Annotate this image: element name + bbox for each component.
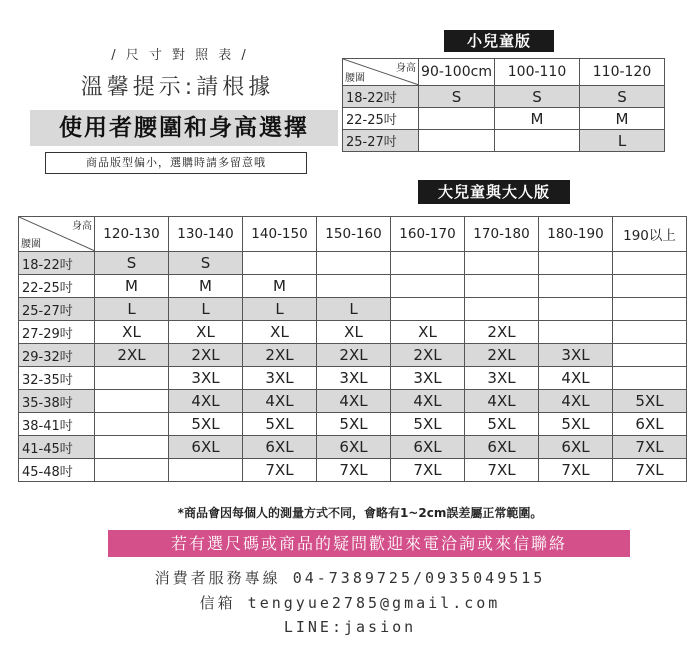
size-cell: 6XL xyxy=(539,436,613,459)
size-cell: 5XL xyxy=(613,390,687,413)
size-cell: 2XL xyxy=(465,344,539,367)
size-cell xyxy=(539,298,613,321)
notice-heading: 溫馨提示:請根據 xyxy=(80,75,275,100)
size-cell: L xyxy=(317,298,391,321)
size-cell xyxy=(95,436,169,459)
size-cell: XL xyxy=(391,321,465,344)
size-cell: M xyxy=(495,108,580,130)
size-cell xyxy=(539,275,613,298)
size-cell: 4XL xyxy=(169,390,243,413)
size-cell xyxy=(613,321,687,344)
table-row xyxy=(19,321,687,344)
size-cell: 5XL xyxy=(465,413,539,436)
waist-label: 32-35吋 xyxy=(19,367,95,390)
height-header: 100-110 xyxy=(495,59,580,86)
size-cell: 6XL xyxy=(613,413,687,436)
size-cell: 2XL xyxy=(243,344,317,367)
size-cell: 6XL xyxy=(243,436,317,459)
size-cell: 3XL xyxy=(243,367,317,390)
size-cell: 7XL xyxy=(317,459,391,482)
size-cell xyxy=(95,413,169,436)
size-cell: 5XL xyxy=(243,413,317,436)
size-cell: 7XL xyxy=(391,459,465,482)
size-cell: S xyxy=(95,252,169,275)
size-cell xyxy=(613,275,687,298)
size-cell: 4XL xyxy=(391,390,465,413)
size-cell: 5XL xyxy=(317,413,391,436)
size-cell: XL xyxy=(169,321,243,344)
size-cell: 7XL xyxy=(243,459,317,482)
size-cell: S xyxy=(169,252,243,275)
size-cell: 2XL xyxy=(465,321,539,344)
size-cell: 5XL xyxy=(391,413,465,436)
size-cell: XL xyxy=(317,321,391,344)
size-cell xyxy=(465,275,539,298)
adult-version-badge: 大兒童與大人版 xyxy=(418,180,570,204)
height-header: 180-190 xyxy=(539,217,613,252)
measurement-footnote: *商品會因每個人的測量方式不同，會略有1~2cm誤差屬正常範圍。 xyxy=(177,506,543,520)
size-cell: 3XL xyxy=(391,367,465,390)
size-cell xyxy=(317,275,391,298)
contact-banner: 若有選尺碼或商品的疑問歡迎來電洽詢或來信聯絡 xyxy=(108,530,630,557)
size-cell xyxy=(495,130,580,152)
size-cell xyxy=(95,390,169,413)
size-cell xyxy=(465,252,539,275)
size-cell xyxy=(169,459,243,482)
size-cell: S xyxy=(419,86,495,108)
height-header: 140-150 xyxy=(243,217,317,252)
waist-label: 29-32吋 xyxy=(19,344,95,367)
corner-waist-label: 腰圍 xyxy=(21,239,41,250)
size-cell xyxy=(419,130,495,152)
table-row xyxy=(19,436,687,459)
size-cell: 4XL xyxy=(317,390,391,413)
table-row xyxy=(19,344,687,367)
size-cell xyxy=(243,252,317,275)
corner-height-label: 身高 xyxy=(72,221,92,232)
size-cell: 2XL xyxy=(95,344,169,367)
size-cell: 7XL xyxy=(613,436,687,459)
size-cell: 7XL xyxy=(613,459,687,482)
size-cell xyxy=(95,367,169,390)
size-cell: XL xyxy=(243,321,317,344)
size-cell xyxy=(419,108,495,130)
corner-cell xyxy=(343,59,419,86)
waist-label: 18-22吋 xyxy=(19,252,95,275)
size-cell xyxy=(95,459,169,482)
table-row xyxy=(343,86,665,108)
height-header: 130-140 xyxy=(169,217,243,252)
corner-height-label: 身高 xyxy=(396,63,416,74)
table-row xyxy=(19,413,687,436)
table-row xyxy=(19,275,687,298)
size-cell xyxy=(539,252,613,275)
size-cell xyxy=(613,344,687,367)
table-row xyxy=(343,108,665,130)
table-row xyxy=(19,252,687,275)
height-header: 190以上 xyxy=(613,217,687,252)
waist-label: 27-29吋 xyxy=(19,321,95,344)
size-cell: 4XL xyxy=(243,390,317,413)
size-cell xyxy=(613,298,687,321)
waist-label: 25-27吋 xyxy=(19,298,95,321)
size-cell: S xyxy=(495,86,580,108)
size-cell: 6XL xyxy=(317,436,391,459)
size-cell: 7XL xyxy=(539,459,613,482)
size-cell xyxy=(391,275,465,298)
size-cell xyxy=(317,252,391,275)
size-cell: M xyxy=(243,275,317,298)
size-cell xyxy=(613,367,687,390)
size-cell: 2XL xyxy=(169,344,243,367)
size-cell: S xyxy=(580,86,665,108)
height-header: 170-180 xyxy=(465,217,539,252)
size-cell: 4XL xyxy=(539,367,613,390)
waist-label: 22-25吋 xyxy=(19,275,95,298)
line-id: LINE:jasion xyxy=(283,618,417,636)
table-row xyxy=(19,298,687,321)
size-cell: 6XL xyxy=(169,436,243,459)
corner-cell xyxy=(19,217,95,252)
size-cell: 6XL xyxy=(465,436,539,459)
size-cell xyxy=(539,321,613,344)
size-cell xyxy=(391,252,465,275)
size-cell: XL xyxy=(95,321,169,344)
header-row xyxy=(343,59,665,86)
size-cell: 4XL xyxy=(539,390,613,413)
waist-label: 25-27吋 xyxy=(343,130,419,152)
size-cell: L xyxy=(169,298,243,321)
size-cell: 4XL xyxy=(465,390,539,413)
size-cell: 2XL xyxy=(317,344,391,367)
service-email: 信箱 tengyue2785@gmail.com xyxy=(199,594,501,612)
size-cell: L xyxy=(580,130,665,152)
waist-label: 45-48吋 xyxy=(19,459,95,482)
child-size-table xyxy=(342,58,665,152)
height-header: 110-120 xyxy=(580,59,665,86)
size-cell: 6XL xyxy=(391,436,465,459)
size-cell: 3XL xyxy=(539,344,613,367)
size-cell: 2XL xyxy=(391,344,465,367)
table-row xyxy=(19,459,687,482)
size-cell: 5XL xyxy=(169,413,243,436)
select-banner: 使用者腰圍和身高選擇 xyxy=(30,110,338,146)
size-cell xyxy=(465,298,539,321)
small-fit-notice: 商品版型偏小，選購時請多留意哦 xyxy=(45,152,307,174)
height-header: 120-130 xyxy=(95,217,169,252)
waist-label: 41-45吋 xyxy=(19,436,95,459)
size-cell: 3XL xyxy=(169,367,243,390)
size-cell: M xyxy=(169,275,243,298)
height-header: 150-160 xyxy=(317,217,391,252)
table-row xyxy=(19,390,687,413)
waist-label: 18-22吋 xyxy=(343,86,419,108)
table-row xyxy=(19,367,687,390)
size-cell: 3XL xyxy=(465,367,539,390)
size-cell: M xyxy=(95,275,169,298)
size-cell: M xyxy=(580,108,665,130)
adult-size-table xyxy=(18,216,687,482)
waist-label: 35-38吋 xyxy=(19,390,95,413)
waist-label: 22-25吋 xyxy=(343,108,419,130)
corner-waist-label: 腰圍 xyxy=(345,73,365,84)
header-row xyxy=(19,217,687,252)
size-cell: 3XL xyxy=(317,367,391,390)
size-cell: L xyxy=(95,298,169,321)
waist-label: 38-41吋 xyxy=(19,413,95,436)
size-table-title: / 尺 寸 對 照 表 / xyxy=(111,48,249,63)
size-cell: 7XL xyxy=(465,459,539,482)
size-cell xyxy=(391,298,465,321)
size-cell xyxy=(613,252,687,275)
table-row xyxy=(343,130,665,152)
height-header: 90-100cm xyxy=(419,59,495,86)
service-phone: 消費者服務專線 04-7389725/0935049515 xyxy=(154,569,546,587)
size-cell: 5XL xyxy=(539,413,613,436)
height-header: 160-170 xyxy=(391,217,465,252)
child-version-badge: 小兒童版 xyxy=(444,30,554,52)
size-cell: L xyxy=(243,298,317,321)
